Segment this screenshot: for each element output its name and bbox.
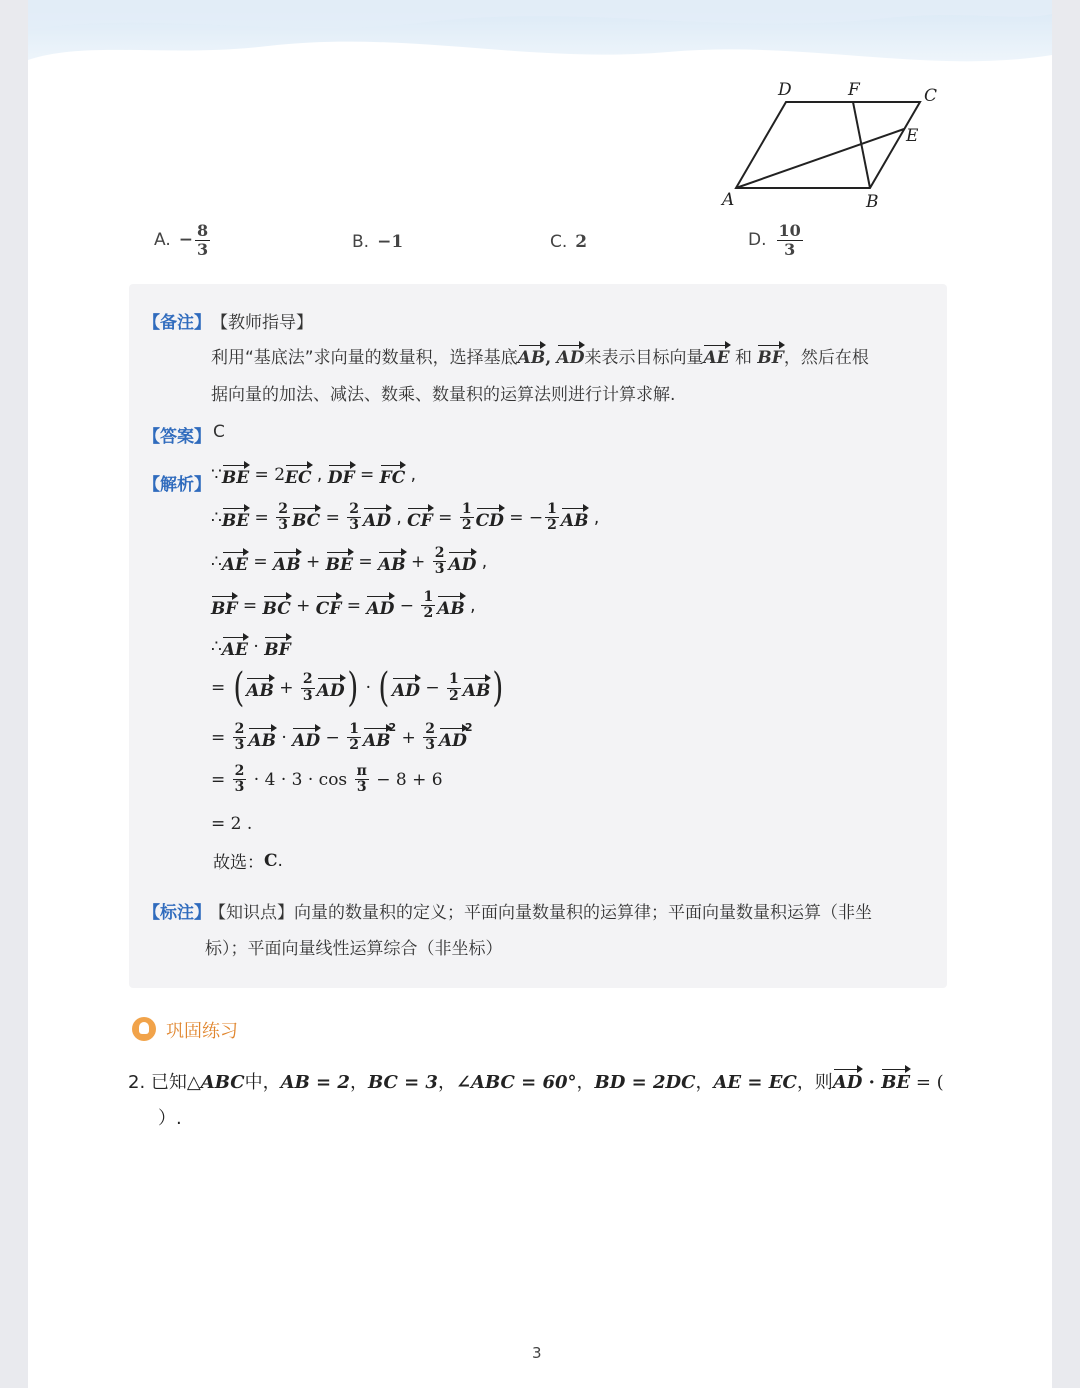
guide-and: 和 (729, 348, 758, 368)
solution-step-2: ∴ BE = $\frac{2}{3}$ BC = $\frac{2}{3}$ AD , CF = $\frac{1}{2}$ CD = − $\frac{1}{2}$ AB , (211, 501, 600, 534)
solution-step-6: = ( AB + $\frac{2}{3}$ AD ) · ( AD − $\frac{1}{2}$ AB ) (211, 665, 504, 711)
option-d-fraction (777, 222, 803, 258)
remark-title: 【教师指导】 (211, 313, 313, 333)
question-cond-3: ∠ABC = 60° (455, 1072, 577, 1093)
question-number: 2. (128, 1072, 146, 1093)
remark-tag: 【备注】 (143, 313, 211, 333)
solution-step-4: BF = BC + CF = AD − $\frac{1}{2}$ AB , (211, 589, 476, 622)
option-a-fraction (195, 222, 210, 258)
question-2-line-2: ）. (158, 1108, 182, 1129)
answer-options (154, 222, 954, 272)
vector-ae: AE (703, 342, 729, 368)
vertex-label-a: A (722, 190, 735, 210)
guide-text-1: 利用“基底法”求向量的数量积，选择基底 (211, 348, 518, 368)
solution-panel (129, 284, 947, 988)
vector-ab: AB (518, 342, 546, 368)
question-cond-4: BD = 2DC (594, 1072, 696, 1093)
question-triangle: ABC (200, 1072, 245, 1093)
solution-step-5: ∴ AE · BF (211, 634, 291, 660)
analysis-tag: 【解析】 (143, 475, 211, 495)
solution-step-3: ∴ AE = AB + BE = AB + $\frac{2}{3}$ AD , (211, 545, 488, 578)
question-dot: · (862, 1072, 882, 1093)
conclusion-answer: C (264, 850, 278, 871)
question-vector-be: BE (881, 1066, 910, 1093)
question-cond-2: BC = 3 (367, 1072, 438, 1093)
document-page (28, 0, 1052, 1388)
conclusion-suffix: . (277, 850, 283, 871)
question-vector-ad: AD (833, 1066, 863, 1093)
practice-title: 巩固练习 (166, 1021, 238, 1042)
option-b[interactable] (352, 232, 403, 252)
option-b-label: B. (352, 232, 370, 252)
option-b-value: −1 (377, 232, 404, 252)
solution-step-9: = 2 . (211, 814, 253, 834)
question-cond-1: AB = 2 (280, 1072, 350, 1093)
vertex-label-e: E (906, 126, 919, 146)
guide-line-1 (211, 342, 869, 368)
option-a-denominator: 3 (196, 239, 209, 259)
vector-ad: AD (557, 342, 585, 368)
question-text-a: 已知△ (150, 1072, 201, 1093)
vertex-label-d: D (778, 80, 792, 100)
option-d-denominator: 3 (784, 239, 796, 259)
vertex-label-b: B (866, 192, 879, 212)
question-text-b: 中， (244, 1072, 281, 1093)
mark-tag: 【标注】 (143, 903, 211, 923)
page-number: 3 (532, 1344, 542, 1362)
option-a-numerator: 8 (196, 221, 209, 240)
question-2: 2. 已知△ABC中，AB = 2，BC = 3，∠ABC = 60°，BD = 2DC，AE = EC，则AD · BE = ( (128, 1066, 944, 1094)
guide-comma: , (545, 348, 552, 368)
guide-line-2: 据向量的加法、减法、数乘、数量积的运算法则进行计算求解. (211, 385, 676, 405)
header-wave-decoration (28, 0, 1052, 78)
option-d[interactable] (748, 222, 805, 258)
option-d-numerator: 10 (778, 221, 801, 240)
option-c[interactable] (550, 232, 587, 252)
option-a-label: A. (154, 230, 171, 251)
mark-line-2: 标）；平面向量线性运算综合（非坐标） (205, 939, 503, 959)
guide-text-2: 来表示目标向量 (584, 348, 704, 368)
question-cond-5: AE = EC (713, 1072, 797, 1093)
option-d-label: D. (748, 230, 767, 251)
vertex-label-f: F (848, 80, 860, 100)
option-c-label: C. (550, 232, 568, 252)
solution-step-8: = $\frac{2}{3}$ · 4 · 3 · cos $\frac{\pi}{3}$ − 8 + 6 (211, 763, 443, 796)
lightbulb-icon (132, 1017, 156, 1041)
parallelogram-diagram (718, 76, 958, 216)
solution-step-7: = $\frac{2}{3}$ AB · AD − $\frac{1}{2}$ AB $^2$ + $\frac{2}{3}$ AD $^2$ (211, 721, 473, 754)
answer-value: C (213, 422, 225, 442)
question-then: ，则 (796, 1072, 833, 1093)
answer-tag: 【答案】 (143, 427, 211, 447)
vector-bf: BF (757, 342, 783, 368)
option-a[interactable] (154, 222, 212, 258)
solution-conclusion (213, 848, 283, 873)
question-end: = ( (910, 1072, 944, 1093)
mark-line-1: 【知识点】向量的数量积的定义；平面向量数量积的运算律；平面向量数量积运算（非坐 (209, 903, 872, 923)
option-c-value: 2 (575, 232, 588, 252)
option-a-sign: − (178, 230, 193, 251)
parallelogram-figure (718, 76, 958, 216)
conclusion-prefix: 故选： (213, 853, 264, 873)
vertex-label-c: C (924, 86, 938, 106)
guide-text-3: ，然后在根 (783, 348, 869, 368)
solution-step-1: ∵ BE = 2 EC , DF = FC , (211, 462, 416, 488)
